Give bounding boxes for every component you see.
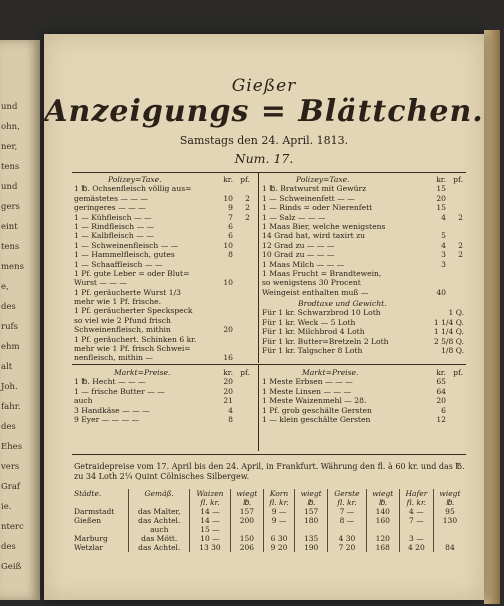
price-row [74, 396, 254, 405]
item-label: 1 ℔. Ochsenfleisch völlig aus= [74, 184, 192, 194]
price-kr: 4 [441, 240, 446, 250]
item-label: 10 Grad zu — — — [262, 250, 335, 260]
item-label: Weingeist enthalten muß — [262, 287, 369, 297]
grain-header-cell: Städte. [74, 489, 102, 498]
grain-cell: auch [129, 525, 190, 534]
item-label: 1 Pf. gute Leber = oder Blut= [74, 268, 190, 278]
item-label: 1 — Schaaffleisch — — [74, 259, 163, 269]
bread-weight: 1 1/4 Q. [433, 327, 464, 337]
item-label: 1 — klein geschälte Gersten [262, 414, 371, 424]
grain-header-row [72, 489, 466, 498]
right-market-header [262, 368, 466, 377]
spine-text-fragment: eint [1, 222, 18, 232]
bread-label: Für 1 kr. Talgscher 8 Loth [262, 346, 363, 356]
spine-text-fragment: des [1, 422, 16, 432]
item-label: 1 ℔. Bratwurst mit Gewürz [262, 184, 367, 194]
price-kr: 20 [223, 386, 233, 396]
price-pf: 2 [245, 203, 250, 213]
price-pf: 2 [245, 212, 250, 222]
price-row [74, 387, 254, 396]
grain-header-cell: wiegt [433, 489, 466, 498]
price-row [74, 316, 254, 325]
item-label: 1 — frische Butter — — [74, 386, 165, 396]
bread-label: Für 1 kr. Milchbrod 4 Loth [262, 327, 365, 337]
price-row [262, 203, 466, 212]
price-row [74, 241, 254, 250]
price-kr: 3 [441, 259, 446, 269]
left-police-title: Polizey=Taxe. [108, 175, 162, 184]
item-label: 1 ℔. Hecht — — — [74, 377, 146, 387]
masthead-small: Gießer [231, 76, 297, 96]
bread-label: Für 1 kr. Butter=Bretzeln 2 Loth [262, 336, 389, 346]
bread-row [262, 318, 466, 327]
bread-row [262, 327, 466, 336]
price-kr: 6 [228, 231, 233, 241]
price-kr: 4 [441, 212, 446, 222]
item-label: 1 — Salz — — — [262, 212, 326, 222]
price-row [74, 377, 254, 386]
right-police-header [262, 175, 466, 184]
spine-text-fragment: e, [1, 282, 9, 292]
price-kr: 6 [228, 221, 233, 231]
grain-unit-cell [72, 498, 129, 507]
price-kr: 4 [228, 405, 233, 415]
item-label: so viel wie 2 Pfund frisch [74, 315, 171, 325]
unit-pf: pf. [240, 368, 250, 377]
price-kr: 20 [436, 193, 446, 203]
spine-text-fragment: Geiß [1, 562, 22, 572]
bread-row [262, 337, 466, 346]
grain-cell: 4 20 [399, 543, 433, 552]
grain-unit-cell: ℔. [433, 498, 466, 507]
item-label: so wenigstens 30 Procent [262, 278, 361, 288]
table-row [72, 516, 466, 525]
price-row [74, 415, 254, 424]
grain-cell [366, 525, 399, 534]
grain-cell: 7 — [399, 516, 433, 525]
item-label: 1 Pf. geräuchert. Schinken 6 kr. [74, 334, 197, 344]
grain-cell: 150 [230, 534, 263, 543]
grain-cell [72, 525, 129, 534]
grain-cell: 120 [366, 534, 399, 543]
grain-cell: Marburg [74, 534, 108, 543]
grain-cell: das Mött. [129, 534, 190, 543]
price-kr: 6 [441, 405, 446, 415]
top-rule [72, 172, 466, 173]
price-row [74, 194, 254, 203]
price-kr: 8 [228, 250, 233, 260]
spine-text-fragment: fahr. [1, 402, 21, 412]
item-label: 1 Pf. geräucherter Speckspeck [74, 306, 193, 316]
grain-unit-cell: ℔. [295, 498, 328, 507]
grain-cell: 6 30 [263, 534, 294, 543]
price-kr: 21 [223, 396, 233, 406]
item-label: 1 — Kalbfleisch — — [74, 231, 154, 241]
bread-title: Brodtaxe und Gewicht. [298, 299, 387, 309]
grain-header-cell: Korn [263, 489, 294, 498]
item-label: 1 Maas Bier, welche wenigstens [262, 221, 386, 231]
price-pf: 2 [245, 193, 250, 203]
table-row [72, 525, 466, 534]
right-police-tax [262, 175, 466, 355]
grain-cell [230, 525, 263, 534]
grain-cell [433, 525, 466, 534]
grain-cell: 130 [433, 516, 466, 525]
item-label: 1 Meste Erbsen — — — [262, 377, 353, 387]
price-kr: 15 [436, 203, 446, 213]
spine-text-fragment: Ehes [1, 442, 23, 452]
column-divider [258, 365, 259, 451]
spine-text-fragment: gers [1, 202, 20, 212]
spine-text-fragment: des [1, 542, 16, 552]
grain-cell: 4 — [399, 507, 433, 516]
left-police-tax [74, 175, 254, 363]
price-pf: 2 [458, 240, 463, 250]
unit-pf: pf. [453, 368, 463, 377]
grain-header-cell: Gemäß. [129, 489, 190, 498]
price-row [262, 222, 466, 231]
price-row [262, 269, 466, 278]
grain-cell: 4 30 [328, 534, 367, 543]
spine-text-fragment: vers [1, 462, 20, 472]
grain-cell: 206 [230, 543, 263, 552]
spine-text-fragment: und [1, 182, 18, 192]
grain-cell [295, 525, 328, 534]
item-label: geringeres — — — [74, 203, 146, 213]
spine-text-fragment: alt [1, 362, 13, 372]
price-row [262, 406, 466, 415]
price-row [262, 387, 466, 396]
grain-unit-cell: fl. kr. [263, 498, 294, 507]
price-row [262, 241, 466, 250]
price-kr: 7 [228, 212, 233, 222]
grain-header-cell: wiegt [366, 489, 399, 498]
item-label: 1 Pf. grob geschälte Gersten [262, 405, 372, 415]
grain-cell: 140 [366, 507, 399, 516]
price-row [262, 250, 466, 259]
item-label: gemästetes — — — [74, 193, 148, 203]
right-police-title: Polizey=Taxe. [296, 175, 350, 184]
grain-unit-cell: ℔. [366, 498, 399, 507]
price-row [74, 344, 254, 353]
price-row [74, 184, 254, 193]
item-label: 14 Grad hat, wird taxirt zu [262, 231, 365, 241]
price-row [74, 406, 254, 415]
price-row [74, 203, 254, 212]
item-label: Schweinenfleisch, mithin [74, 325, 171, 335]
price-kr: 10 [223, 278, 233, 288]
price-kr: 15 [436, 184, 446, 194]
price-row [74, 260, 254, 269]
adjacent-page-spine [0, 40, 40, 600]
item-label: 1 — Kühfleisch — — [74, 212, 152, 222]
price-row [262, 260, 466, 269]
lower-rule [72, 454, 466, 455]
grain-header-cell: wiegt [230, 489, 263, 498]
price-pf: 2 [458, 250, 463, 260]
price-kr: 8 [228, 414, 233, 424]
grain-cell: 15 — [190, 525, 231, 534]
grain-cell [263, 525, 294, 534]
bread-label: Für 1 kr. Weck — 5 Loth [262, 317, 356, 327]
price-kr: 10 [223, 193, 233, 203]
item-label: 1 — Schweinenfett — — [262, 193, 355, 203]
spine-text-fragment: ehm [1, 342, 20, 352]
grain-intro: Getraidepreise vom 17. April bis den 24. April, in Frankfurt. Währung den fl. à 60 kr. und das ℔. zu 34 Loth 2¼ Quint Cölnisches Silbergew. [74, 462, 465, 481]
grain-header-cell: Hafer [399, 489, 433, 498]
spine-text-fragment: des [1, 302, 16, 312]
bread-weight: 1/8 Q. [441, 346, 464, 356]
price-kr: 20 [436, 396, 446, 406]
price-kr: 12 [436, 414, 446, 424]
spine-text-fragment: nterc [1, 522, 24, 532]
price-kr: 20 [223, 377, 233, 387]
item-label: 12 Grad zu — — — [262, 240, 335, 250]
grain-cell: 9 20 [263, 543, 294, 552]
grain-cell: 84 [433, 543, 466, 552]
price-kr: 16 [223, 353, 233, 363]
grain-cell: 10 — [190, 534, 231, 543]
right-market-title: Markt=Preise. [302, 368, 359, 377]
spine-text-fragment: rufs [1, 322, 19, 332]
price-kr: 5 [441, 231, 446, 241]
grain-cell: 190 [295, 543, 328, 552]
item-label: 1 Maas Frucht = Brandtewein, [262, 268, 382, 278]
masthead-title: Anzeigungs = Blättchen. [44, 94, 484, 129]
price-row [262, 377, 466, 386]
item-label: 1 — Rinds = oder Nierenfett [262, 203, 373, 213]
price-row [74, 269, 254, 278]
price-kr: 9 [228, 203, 233, 213]
spine-text-fragment: tens [1, 162, 20, 172]
left-police-header [74, 175, 254, 184]
unit-kr: kr. [223, 368, 233, 377]
price-row [262, 278, 466, 287]
price-row [74, 325, 254, 334]
spine-text-fragment: ie. [1, 502, 12, 512]
unit-pf: pf. [240, 175, 250, 184]
item-label: mehr wie 1 Pf. frische. [74, 297, 162, 307]
left-market-header [74, 368, 254, 377]
price-row [262, 231, 466, 240]
price-row [262, 184, 466, 193]
bread-row [262, 346, 466, 355]
grain-cell: 7 — [328, 507, 367, 516]
grain-cell: Darmstadt [74, 507, 115, 516]
item-label: 1 — Rindfleisch — — [74, 221, 155, 231]
grain-unit-cell: fl. kr. [328, 498, 367, 507]
right-market-prices [262, 368, 466, 424]
price-row [74, 213, 254, 222]
spine-text-fragment: Joh. [1, 382, 18, 392]
spine-text-fragment: Graf [1, 482, 21, 492]
grain-unit-cell: ℔. [230, 498, 263, 507]
price-row [74, 353, 254, 362]
price-kr: 10 [223, 240, 233, 250]
grain-cell: 13 30 [190, 543, 231, 552]
price-row [262, 288, 466, 297]
item-label: 1 — Schweinenfleisch — — [74, 240, 179, 250]
grain-cell: 135 [295, 534, 328, 543]
spine-text-fragment: tens [1, 242, 20, 252]
grain-cell: 7 20 [328, 543, 367, 552]
price-row [262, 213, 466, 222]
grain-cell: 14 — [190, 516, 231, 525]
spine-text-fragment: und [1, 102, 18, 112]
grain-cell: 3 — [399, 534, 433, 543]
newspaper-page [44, 34, 484, 600]
mid-rule [72, 364, 466, 365]
item-label: 3 Handkäse — — — [74, 405, 150, 415]
grain-cell: 180 [295, 516, 328, 525]
grain-cell: 14 — [190, 507, 231, 516]
price-kr: 65 [436, 377, 446, 387]
grain-cell: Gießen [74, 516, 102, 525]
price-row [74, 278, 254, 287]
price-kr: 40 [436, 287, 446, 297]
spine-text-fragment: ohn, [1, 122, 20, 132]
item-label: 9 Eyer — — — — [74, 414, 140, 424]
price-row [74, 288, 254, 297]
grain-cell: Wetzlar [74, 543, 103, 552]
price-row [74, 231, 254, 240]
grain-cell: 95 [433, 507, 466, 516]
bread-weight: 2 5/8 Q. [433, 336, 464, 346]
grain-cell: 8 — [328, 516, 367, 525]
grain-header-cell: Gerste [328, 489, 367, 498]
bread-label: Für 1 kr. Schwarzbrod 10 Loth [262, 308, 381, 318]
grain-cell: 200 [230, 516, 263, 525]
spine-text-fragment: mens [1, 262, 24, 272]
price-kr: 20 [223, 325, 233, 335]
item-label: 1 Meste Linsen — — — [262, 386, 352, 396]
spine-text-fragment: ner, [1, 142, 18, 152]
grain-unit-cell: fl. kr. [399, 498, 433, 507]
item-label: auch [74, 396, 93, 406]
grain-cell: das Malter, [129, 507, 190, 516]
grain-cell [328, 525, 367, 534]
price-kr: 3 [441, 250, 446, 260]
bread-weight: 1 1/4 Q. [433, 317, 464, 327]
unit-pf: pf. [453, 175, 463, 184]
price-row [74, 335, 254, 344]
grain-cell: 168 [366, 543, 399, 552]
grain-header-cell: wiegt [295, 489, 328, 498]
item-label: Wurst — — — [74, 278, 127, 288]
table-row [72, 507, 466, 516]
column-divider [258, 173, 259, 363]
price-row [74, 250, 254, 259]
table-row [72, 534, 466, 543]
item-label: 1 Maas Milch — — — [262, 259, 345, 269]
item-label: nenfleisch, mithin — [74, 353, 154, 363]
unit-kr: kr. [436, 368, 446, 377]
item-label: mehr wie 1 Pf. frisch Schwei= [74, 344, 191, 354]
grain-cell [399, 525, 433, 534]
grain-cell: 160 [366, 516, 399, 525]
grain-cell: 9 — [263, 516, 294, 525]
table-row [72, 543, 466, 552]
grain-header-cell: Waizen [190, 489, 231, 498]
price-row [74, 306, 254, 315]
price-kr: 64 [436, 386, 446, 396]
bread-weight: 1 Q. [448, 308, 464, 318]
grain-price-table [72, 489, 466, 552]
page-edge [484, 30, 500, 604]
grain-cell [433, 534, 466, 543]
price-row [262, 396, 466, 405]
price-row [74, 297, 254, 306]
grain-cell: das Achtel. [129, 516, 190, 525]
item-label: 1 Pf. geräucherte Wurst 1/3 [74, 287, 181, 297]
unit-kr: kr. [223, 175, 233, 184]
left-market-title: Markt=Preise. [114, 368, 171, 377]
issue-number: Num. 17. [234, 151, 294, 166]
grain-cell: 157 [230, 507, 263, 516]
item-label: 1 — Hammelfleisch, gutes [74, 250, 175, 260]
grain-cell: 9 — [263, 507, 294, 516]
price-row [74, 222, 254, 231]
bread-row [262, 308, 466, 317]
grain-unit-cell: fl. kr. [190, 498, 231, 507]
grain-unit-row [72, 498, 466, 507]
unit-kr: kr. [436, 175, 446, 184]
item-label: 1 Meste Waizenmehl — 28. [262, 396, 367, 406]
price-pf: 2 [458, 212, 463, 222]
grain-cell: das Achtel. [129, 543, 190, 552]
price-row [262, 415, 466, 424]
issue-date: Samstags den 24. April. 1813. [179, 134, 349, 147]
price-row [262, 194, 466, 203]
bread-header [262, 299, 466, 308]
left-market-prices [74, 368, 254, 424]
grain-unit-cell [129, 498, 190, 507]
grain-cell: 157 [295, 507, 328, 516]
